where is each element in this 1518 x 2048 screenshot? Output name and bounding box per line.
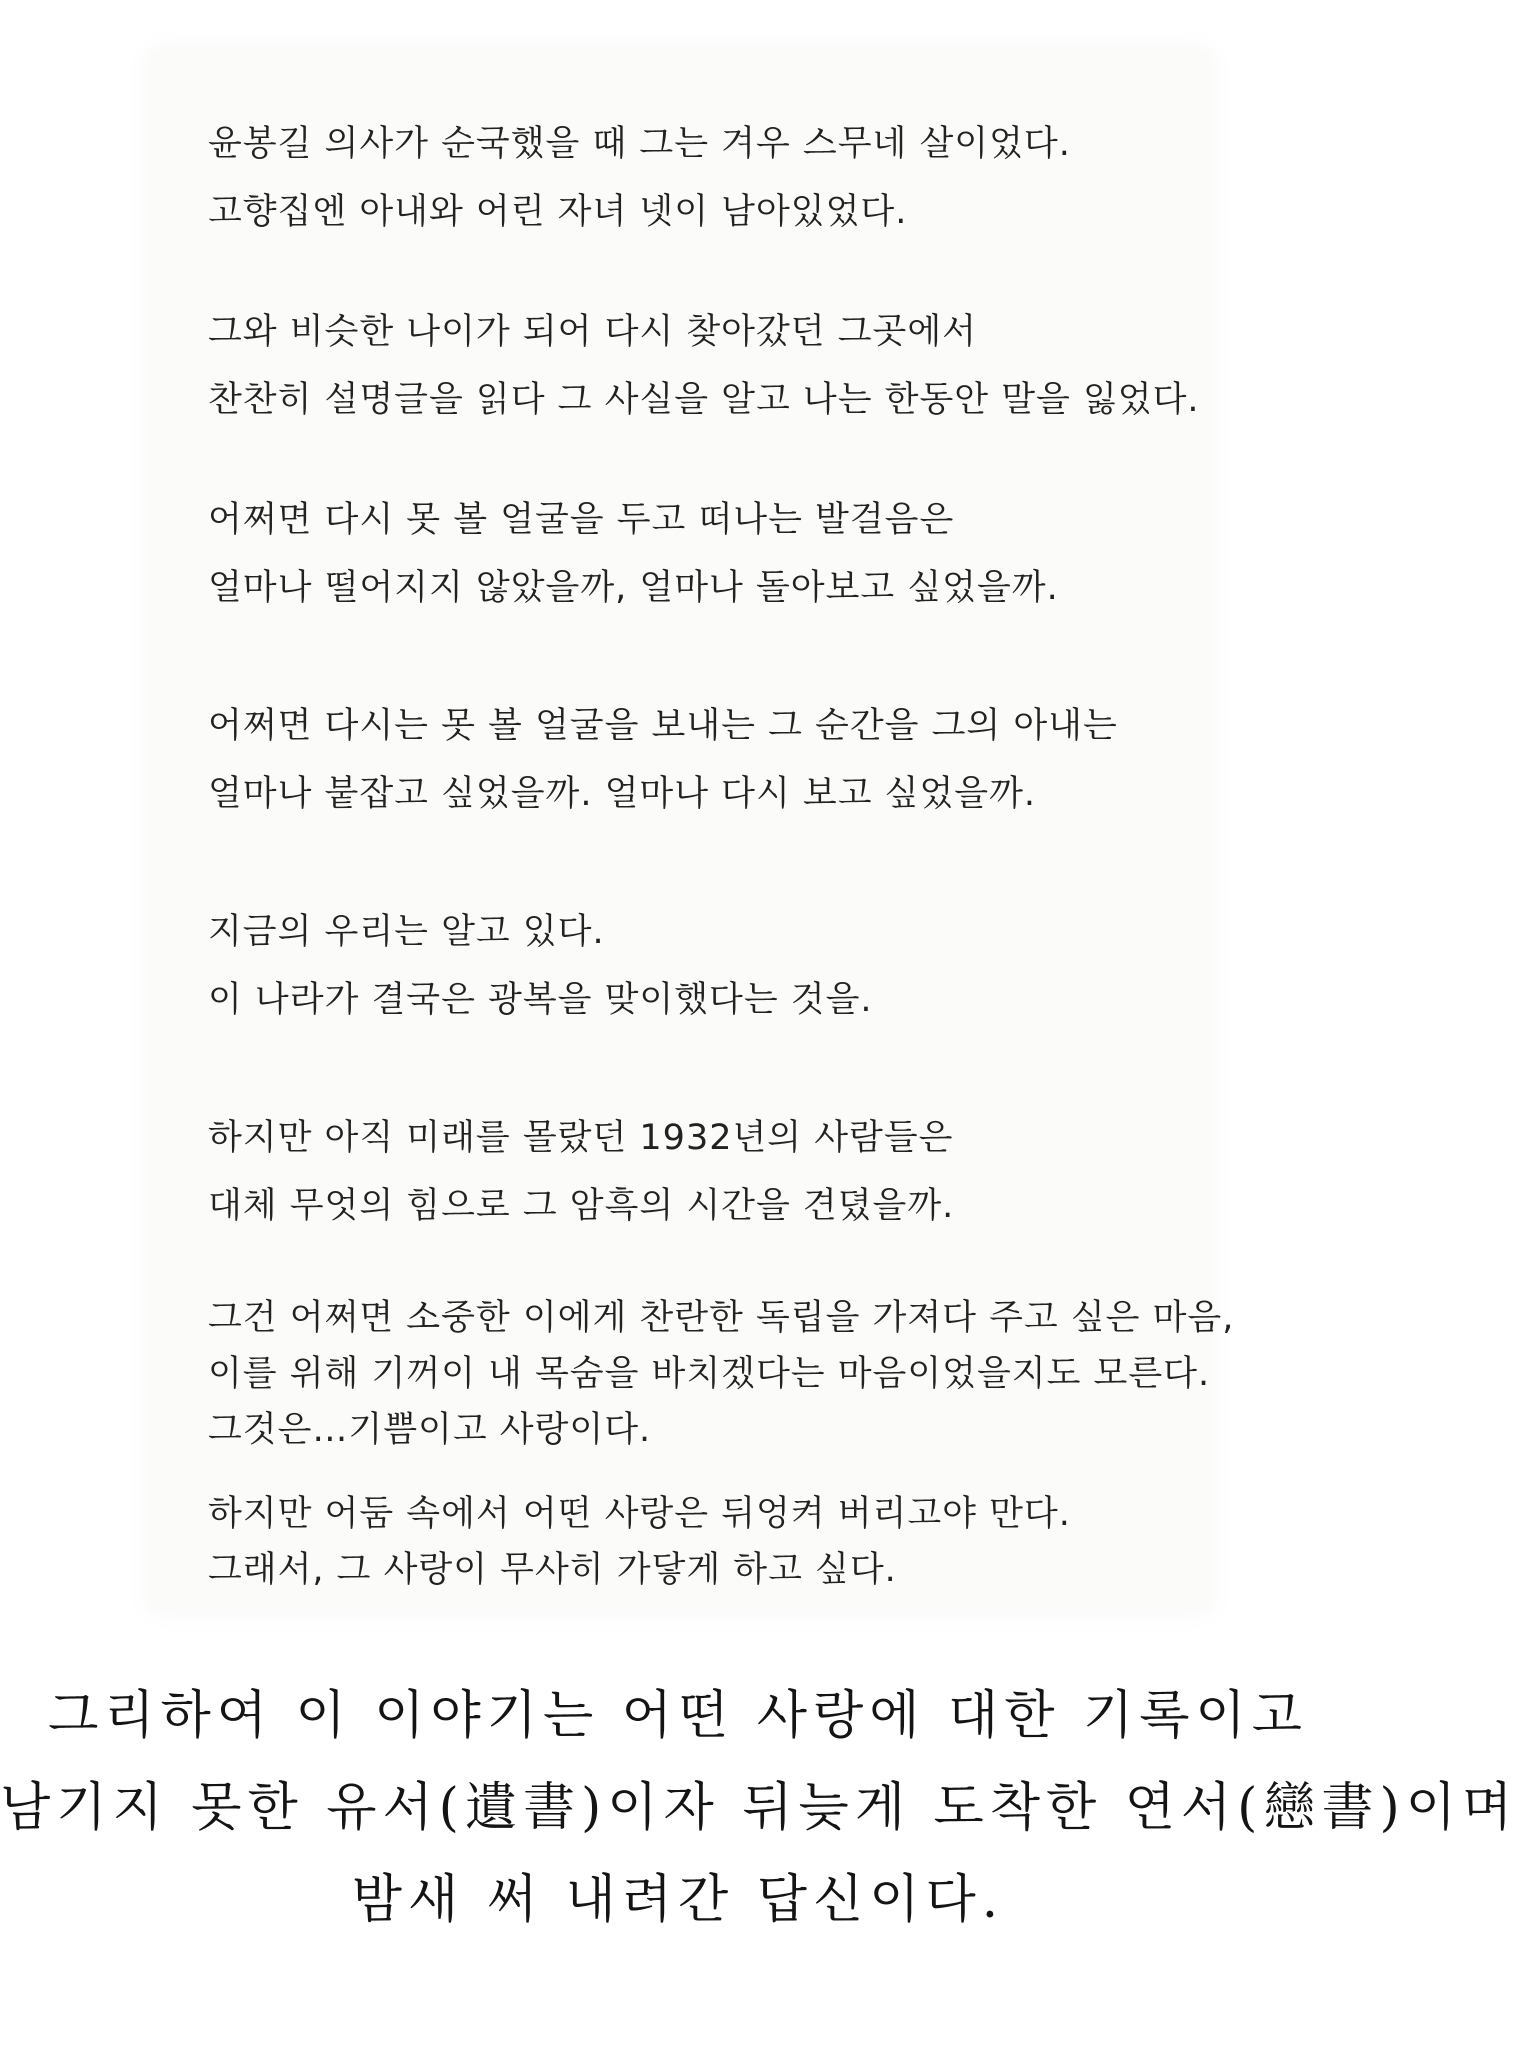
text-line: 윤봉길 의사가 순국했을 때 그는 겨우 스무네 살이었다.: [208, 124, 1071, 164]
text-line: 이 나라가 결국은 광복을 맞이했다는 것을.: [208, 980, 873, 1020]
paragraph-2: [208, 298, 1200, 434]
text-line: 찬찬히 설명글을 읽다 그 사실을 알고 나는 한동안 말을 잃었다.: [208, 380, 1200, 420]
closing-statement: [0, 1670, 1518, 1946]
paragraph-6: [208, 1104, 1168, 1240]
text-line: 어쩌면 다시 못 볼 얼굴을 두고 떠나는 발걸음은: [208, 500, 955, 540]
text-line: 고향집엔 아내와 어린 자녀 넷이 남아있었다.: [208, 192, 908, 232]
closing-line: 밤새 써 내려간 답신이다.: [351, 1870, 1005, 1930]
text-line: 하지만 아직 미래를 몰랐던 1932년의 사람들은: [208, 1118, 954, 1158]
text-line: 대체 무엇의 힘으로 그 암흑의 시간을 견뎠을까.: [208, 1186, 955, 1226]
text-line: 얼마나 떨어지지 않았을까, 얼마나 돌아보고 싶었을까.: [208, 568, 1059, 608]
text-line: 어쩌면 다시는 못 볼 얼굴을 보내는 그 순간을 그의 아내는: [208, 706, 1118, 746]
closing-line: 남기지 못한 유서(遺書)이자 뒤늦게 도착한 연서(戀書)이며: [0, 1778, 1518, 1838]
paragraph-4: [208, 692, 1168, 828]
text-line: 하지만 어둠 속에서 어떤 사랑은 뒤엉켜 버리고야 만다.: [208, 1494, 1071, 1534]
paragraph-5: [208, 898, 1168, 1034]
body-text: [208, 110, 1235, 1598]
text-line: 그래서, 그 사랑이 무사히 가닿게 하고 싶다.: [208, 1550, 897, 1590]
paragraph-7: [208, 1290, 1235, 1458]
text-line: 그건 어쩌면 소중한 이에게 찬란한 독립을 가져다 주고 싶은 마음,: [208, 1298, 1235, 1338]
text-line: 지금의 우리는 알고 있다.: [208, 912, 605, 952]
paragraph-3: [208, 486, 1168, 622]
closing-line: 그리하여 이 이야기는 어떤 사랑에 대한 기록이고: [48, 1686, 1308, 1746]
paragraph-8: [208, 1486, 1168, 1598]
text-line: 그것은…기쁨이고 사랑이다.: [208, 1410, 652, 1450]
text-line: 이를 위해 기꺼이 내 목숨을 바치겠다는 마음이었을지도 모른다.: [208, 1354, 1211, 1394]
text-line: 얼마나 붙잡고 싶었을까. 얼마나 다시 보고 싶었을까.: [208, 774, 1037, 814]
text-line: 그와 비슷한 나이가 되어 다시 찾아갔던 그곳에서: [208, 312, 977, 352]
paragraph-1: [208, 110, 1168, 246]
